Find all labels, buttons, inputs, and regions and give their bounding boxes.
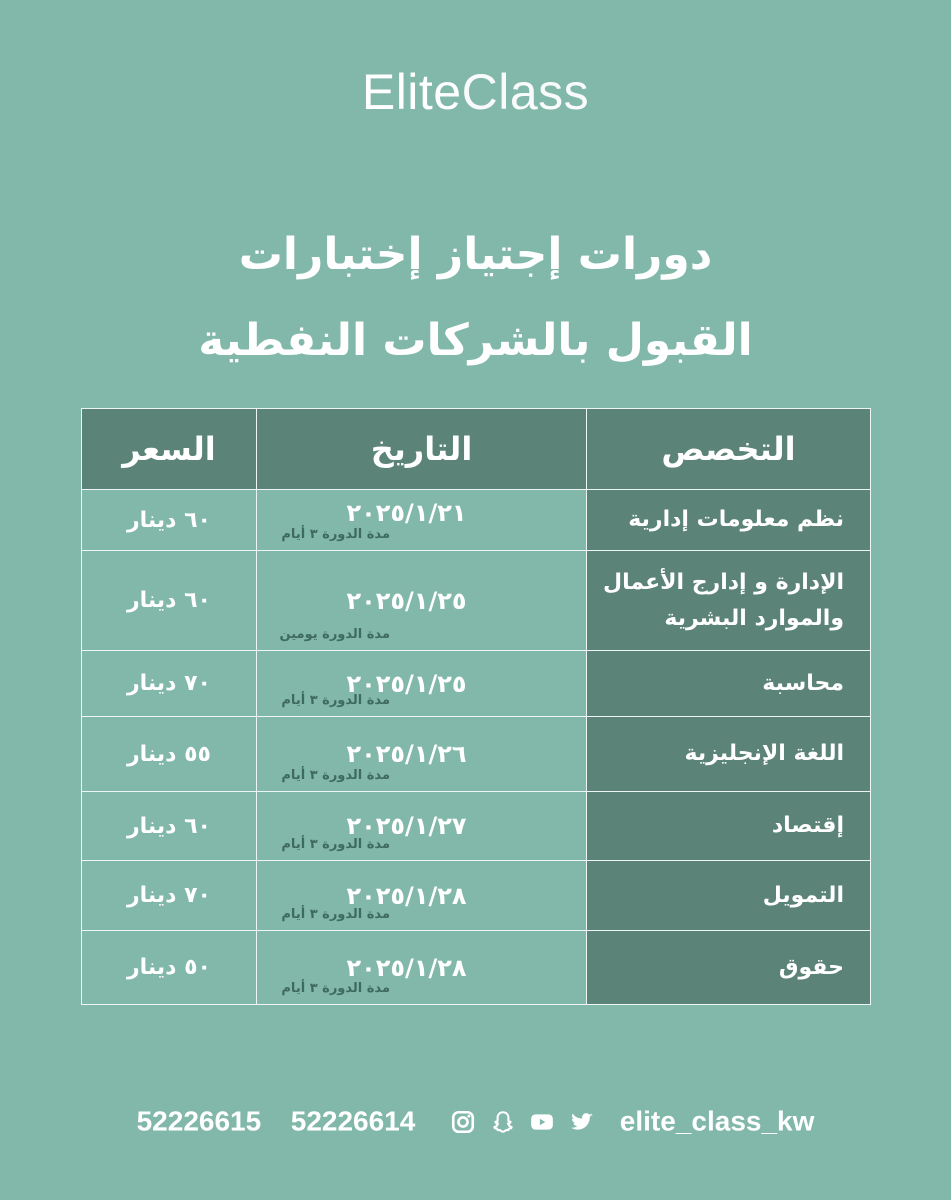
header-spec: التخصص [587,409,871,490]
table-row [82,931,871,1005]
table-row [82,490,871,551]
cell-price [82,861,257,931]
course-duration: مدة الدورة ٣ أيام [281,693,390,708]
spec-line: محاسبة [762,670,844,696]
cell-spec [587,490,871,551]
social-handle[interactable]: elite_class_kw [619,1105,815,1137]
cell-price [82,792,257,861]
course-duration: مدة الدورة يومين [279,627,390,642]
phone-number-2[interactable]: 52226614 [290,1105,416,1137]
spec-line: حقوق [778,954,844,980]
table-row [82,651,871,717]
contact-bar [0,1100,951,1142]
cell-spec [587,792,871,861]
course-duration: مدة الدورة ٣ أيام [281,768,390,783]
cell-spec [587,717,871,792]
spec-line: والموارد البشرية [664,605,844,631]
cell-spec [587,861,871,931]
youtube-icon[interactable] [529,1109,555,1135]
cell-spec [587,931,871,1005]
logo-part-elite: Elite [361,64,462,120]
spec-line: نظم معلومات إدارية [628,507,844,532]
cell-price [82,931,257,1005]
instagram-icon[interactable] [450,1109,476,1135]
cell-date [257,717,587,792]
course-date: ٢٠٢٥/١/٢٨ [346,881,467,910]
cell-price [82,551,257,651]
course-price: ٧٠ دينار [127,671,211,696]
brand-logo [0,62,951,122]
course-date: ٢٠٢٥/١/٢٧ [346,812,467,840]
course-date: ٢٠٢٥/١/٢١ [346,499,467,527]
cell-date [257,490,587,551]
course-price: ٥٠ دينار [127,955,211,980]
table-header-row [82,409,871,490]
course-duration: مدة الدورة ٣ أيام [281,981,390,996]
cell-date [257,792,587,861]
course-price: ٦٠ دينار [127,588,211,613]
course-date: ٢٠٢٥/١/٢٨ [346,953,467,982]
cell-spec [587,551,871,651]
cell-price [82,651,257,717]
spec-line: اللغة الإنجليزية [684,741,844,766]
logo-part-class: Class [461,64,590,120]
cell-date [257,861,587,931]
spec-line: التمويل [762,882,844,908]
course-duration: مدة الدورة ٣ أيام [281,907,390,922]
header-date: التاريخ [257,409,587,490]
cell-price [82,490,257,551]
twitter-icon[interactable] [569,1109,595,1135]
course-date: ٢٠٢٥/١/٢٥ [346,669,467,698]
header-price: السعر [82,409,257,490]
spec-line: الإدارة و إدارج الأعمال [602,569,844,595]
course-duration: مدة الدورة ٣ أيام [281,837,390,852]
cell-date [257,551,587,651]
page-title [0,212,951,384]
course-price: ٧٠ دينار [127,883,211,908]
table-row [82,717,871,792]
cell-date [257,651,587,717]
course-price: ٦٠ دينار [127,507,211,533]
title-line-2: القبول بالشركات النفطية [198,315,753,366]
cell-date [257,931,587,1005]
phone-number-1[interactable]: 52226615 [136,1105,262,1137]
table-row [82,861,871,931]
table-row [82,792,871,861]
course-date: ٢٠٢٥/١/٢٦ [346,740,467,768]
course-price: ٥٥ دينار [127,741,211,767]
course-date: ٢٠٢٥/١/٢٥ [346,586,467,615]
cell-price [82,717,257,792]
courses-table [81,408,871,1005]
spec-line: إقتصاد [771,813,844,838]
table-row [82,551,871,651]
course-price: ٦٠ دينار [127,813,211,839]
snapchat-icon[interactable] [490,1109,516,1135]
title-line-1: دورات إجتياز إختبارات [238,229,713,280]
course-duration: مدة الدورة ٣ أيام [281,527,390,542]
cell-spec [587,651,871,717]
